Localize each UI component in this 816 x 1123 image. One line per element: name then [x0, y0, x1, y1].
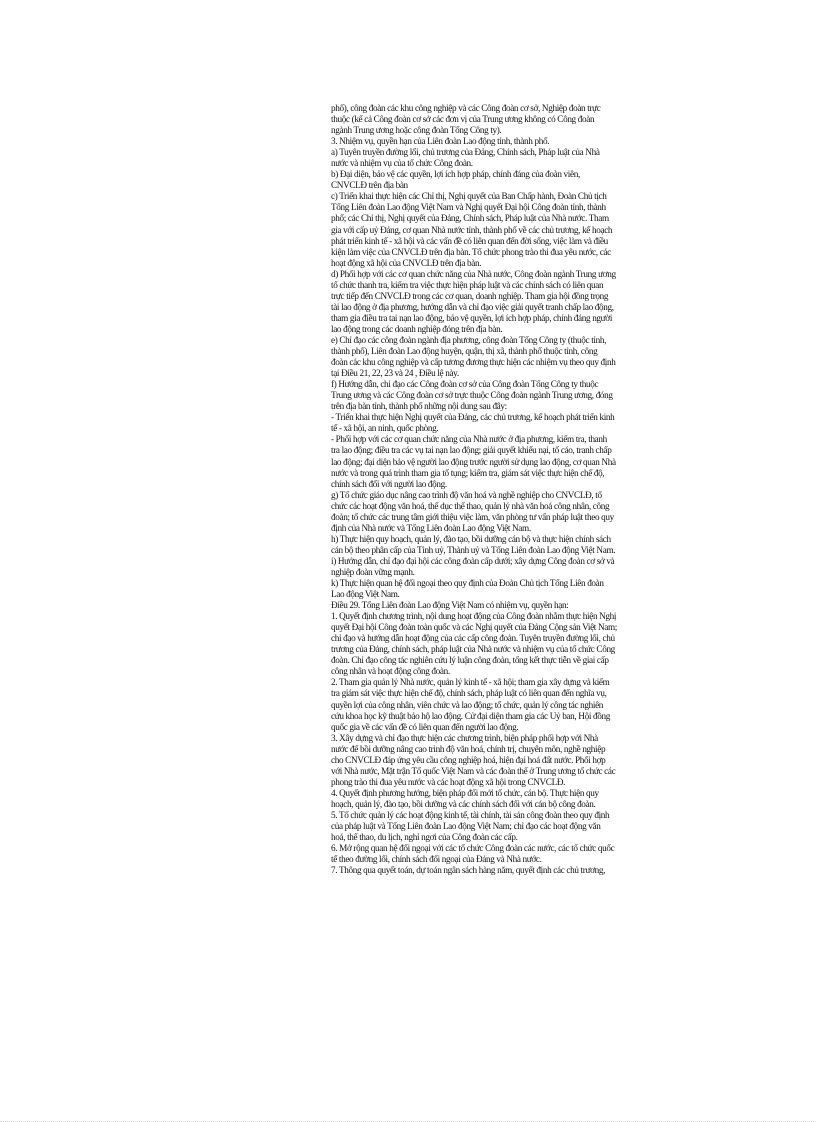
text-line: tại Điều 21, 22, 23 và 24 , Điều lệ này. [331, 368, 459, 379]
text-line: phong trào thi đua yêu nước và các hoạt động xã hội trong CNVCLĐ. [331, 776, 566, 787]
text-line: tra lao động; điều tra các vụ tai nạn lao động; giải quyết khiếu nại, tố cáo, tranh chấp [331, 445, 612, 456]
text-line: phát triển kinh tế - xã hội và các vấn đề có liên quan đến đời sống, việc làm và điều [331, 235, 608, 246]
text-line: 4. Quyết định phương hướng, biện pháp đổi mới tổ chức, cán bộ. Thực hiện quy [331, 787, 599, 798]
text-line: 6. Mở rộng quan hệ đối ngoại với các tổ chức Công đoàn các nước, các tổ chức quốc [331, 843, 615, 854]
text-line: Tổng Liên đoàn Lao động Việt Nam và Nghị quyết Đại hội Công đoàn tỉnh, thành [331, 202, 606, 213]
text-line: lao động trong các doanh nghiệp đóng trên địa bàn. [331, 323, 503, 334]
text-line: kiện làm việc của CNVCLĐ trên địa bàn. Tổ chức phong trào thi đua yêu nước, các [331, 246, 611, 257]
text-line: quốc gia về các vấn đề có liên quan đến người lao động. [331, 721, 519, 732]
text-line: quyết Đại hội Công đoàn toàn quốc và các Nghị quyết của Đảng Cộng sản Việt Nam; [331, 622, 617, 633]
text-line: chức các hoạt động văn hoá, thể dục thể thao, quản lý nhà văn hoá công nhân, công [331, 500, 610, 511]
text-line: của pháp luật và Tổng Liên đoàn Lao động Việt Nam; chỉ đạo các hoạt động văn [331, 821, 601, 832]
text-line: Trung ương và các Công đoàn cơ sở trực thuộc Công đoàn ngành Trung ương, đóng [331, 390, 613, 401]
text-line: tài lao động ở địa phương, hướng dẫn và chỉ đạo việc giải quyết tranh chấp lao động, [331, 301, 614, 312]
text-line: đoàn các khu công nghiệp và cấp tương đương thực hiện các nhiệm vụ theo quy định [331, 357, 616, 368]
text-line: với Nhà nước, Mặt trận Tổ quốc Việt Nam và các đoàn thể ở Trung ương tổ chức các [331, 765, 616, 776]
text-line: trực tiếp đến CNVCLĐ trong các cơ quan, doanh nghiệp. Tham gia hội đồng trọng [331, 290, 609, 301]
text-line: 3. Nhiệm vụ, quyền hạn của Liên đoàn Lao động tỉnh, thành phố. [331, 136, 550, 147]
text-line: thành phố), Liên đoàn Lao động huyện, quận, thị xã, thành phố thuộc tỉnh, công [331, 346, 598, 357]
text-line: lao động; đại diện bảo vệ người lao động trước người sử dụng lao động, cơ quan Nhà [331, 456, 616, 467]
text-line: tế - xã hội, an ninh, quốc phòng. [331, 423, 439, 434]
text-line: nghiệp đoàn vững mạnh. [331, 566, 415, 577]
text-line: tra giám sát việc thực hiện chế độ, chính sách, pháp luật có liên quan đến nghĩa vụ, [331, 688, 607, 699]
text-line: k) Thực hiện quan hệ đối ngoại theo quy định của Đoàn Chủ tịch Tổng Liên đoàn [331, 578, 604, 589]
text-line: cứu khoa học kỹ thuật bảo hộ lao động. Cử đại diện tham gia các Uỷ ban, Hội đồng [331, 710, 610, 721]
text-line: - Triển khai thực hiện Nghị quyết của Đảng, các chủ trương, kế hoạch phát triển kinh [331, 412, 615, 423]
text-line: quyền lợi của công nhân, viên chức và lao động; tổ chức, quản lý công tác nghiên [331, 699, 604, 710]
text-line: Điều 29. Tổng Liên đoàn Lao động Việt Nam có nhiệm vụ, quyền hạn: [331, 600, 569, 611]
text-line: trên địa bàn tỉnh, thành phố những nội dung sau đây: [331, 401, 507, 412]
text-line: a) Tuyên truyền đường lối, chủ trương của Đảng, Chính sách, Pháp luật của Nhà [331, 147, 600, 158]
text-line: 1. Quyết định chương trình, nội dung hoạt động của Công đoàn nhằm thực hiện Nghị [331, 611, 617, 622]
text-line: hoá, thể thao, du lịch, nghỉ ngơi của Công đoàn các cấp. [331, 832, 518, 843]
text-line: ngành Trung ương hoặc công đoàn Tổng Công ty). [331, 125, 502, 136]
text-line: cán bộ theo phân cấp của Tỉnh uỷ, Thành uỷ và Tổng Liên đoàn Lao động Việt Nam. [331, 544, 616, 555]
text-line: - Phối hợp với các cơ quan chức năng của Nhà nước ở địa phương, kiểm tra, thanh [331, 434, 607, 445]
text-line: công nhân và hoạt động công đoàn. [331, 666, 450, 677]
text-line: phố), công đoàn các khu công nghiệp và các Công đoàn cơ sở, Nghiệp đoàn trực [331, 103, 601, 113]
text-line: hoạch, quản lý, đào tạo, bồi dưỡng và các chính sách đối với cán bộ công đoàn. [331, 798, 596, 809]
text-line: tổ chức thanh tra, kiểm tra việc thực hiện pháp luật và các chính sách có liên quan [331, 279, 604, 290]
text-line: đoàn; tổ chức các trung tâm giới thiệu việc làm, văn phòng tư vấn pháp luật theo quy [331, 511, 614, 522]
text-line: tham gia điều tra tai nạn lao động, bảo vệ quyền, lợi ích hợp pháp, chính đáng người [331, 312, 613, 323]
text-line: Lao động Việt Nam. [331, 589, 400, 600]
document-body [331, 103, 697, 876]
text-line: 2. Tham gia quản lý Nhà nước, quản lý kinh tế - xã hội; tham gia xây dựng và kiểm [331, 677, 610, 688]
text-line: nước và trong quá trình tham gia tố tụng; kiểm tra, giám sát việc thực hiện chế độ, [331, 467, 605, 478]
page-bottom-divider [0, 1121, 816, 1122]
text-line: nước để bồi dưỡng nâng cao trình độ văn hoá, chính trị, chuyên môn, nghề nghiệp [331, 743, 606, 754]
text-line: tế theo đường lối, chính sách đối ngoại của Đảng và Nhà nước. [331, 854, 542, 865]
text-line: i) Hướng dẫn, chỉ đạo đại hội các công đoàn cấp dưới; xây dựng Công đoàn cơ sở và [331, 555, 615, 566]
text-line: trương của Đảng, chính sách, pháp luật của Nhà nước và nhiệm vụ của tổ chức Công [331, 644, 615, 655]
text-line: e) Chỉ đạo các công đoàn ngành địa phương, công đoàn Tổng Công ty (thuộc tỉnh, [331, 334, 607, 345]
text-line: 7. Thông qua quyết toán, dự toán ngân sách hàng năm, quyết định các chủ trương, [331, 865, 606, 876]
text-line: f) Hướng dẫn, chỉ đạo các Công đoàn cơ sở của Công đoàn Tổng Công ty thuộc [331, 379, 599, 390]
text-line: chỉ đạo và hướng dẫn hoạt động của các cấp công đoàn. Tuyên truyền đường lối, chủ [331, 633, 615, 644]
text-line: nước và nhiệm vụ của tổ chức Công đoàn. [331, 158, 473, 169]
text-line: g) Tổ chức giáo dục nâng cao trình độ văn hoá và nghề nghiệp cho CNVCLĐ, tổ [331, 489, 602, 500]
text-line: đoàn. Chỉ đạo công tác nghiên cứu lý luận công đoàn, tổng kết thực tiễn về giai cấp [331, 655, 609, 666]
text-line: gia với cấp uỷ Đảng, cơ quan Nhà nước tỉnh, thành phố về các chủ trương, kế hoạch [331, 224, 613, 235]
text-line: 3. Xây dựng và chỉ đạo thực hiện các chương trình, biện pháp phối hợp với Nhà [331, 732, 598, 743]
text-line: c) Triển khai thực hiện các Chỉ thị, Nghị quyết của Ban Chấp hành, Đoàn Chủ tịch [331, 191, 607, 202]
text-line: cho CNVCLĐ đáp ứng yêu cầu công nghiệp hoá, hiện đại hoá đất nước. Phối hợp [331, 754, 606, 765]
text-line: 5. Tổ chức quản lý các hoạt động kinh tế, tài chính, tài sản công đoàn theo quy định [331, 810, 610, 820]
text-line: định của Nhà nước và Tổng Liên đoàn Lao động Việt Nam. [331, 522, 531, 533]
text-line: CNVCLĐ trên địa bàn [331, 180, 408, 191]
text-line: chính sách đối với người lao động. [331, 478, 447, 489]
text-line: hoạt động xã hội của CNVCLĐ trên địa bàn. [331, 257, 482, 268]
text-line: b) Đại diện, bảo vệ các quyền, lợi ích hợp pháp, chính đáng của đoàn viên, [331, 169, 580, 180]
text-line: h) Thực hiện quy hoạch, quản lý, đào tạo, bồi dưỡng cán bộ và thực hiện chính sách [331, 533, 611, 544]
text-line: d) Phối hợp với các cơ quan chức năng của Nhà nước, Công đoàn ngành Trung ương [331, 268, 616, 279]
text-line: thuộc (kể cả Công đoàn cơ sở các đơn vị của Trung ương không có Công đoàn [331, 114, 595, 125]
text-line: phố; các Chỉ thị, Nghị quyết của Đảng, Chính sách, Pháp luật của Nhà nước. Tham [331, 213, 609, 224]
